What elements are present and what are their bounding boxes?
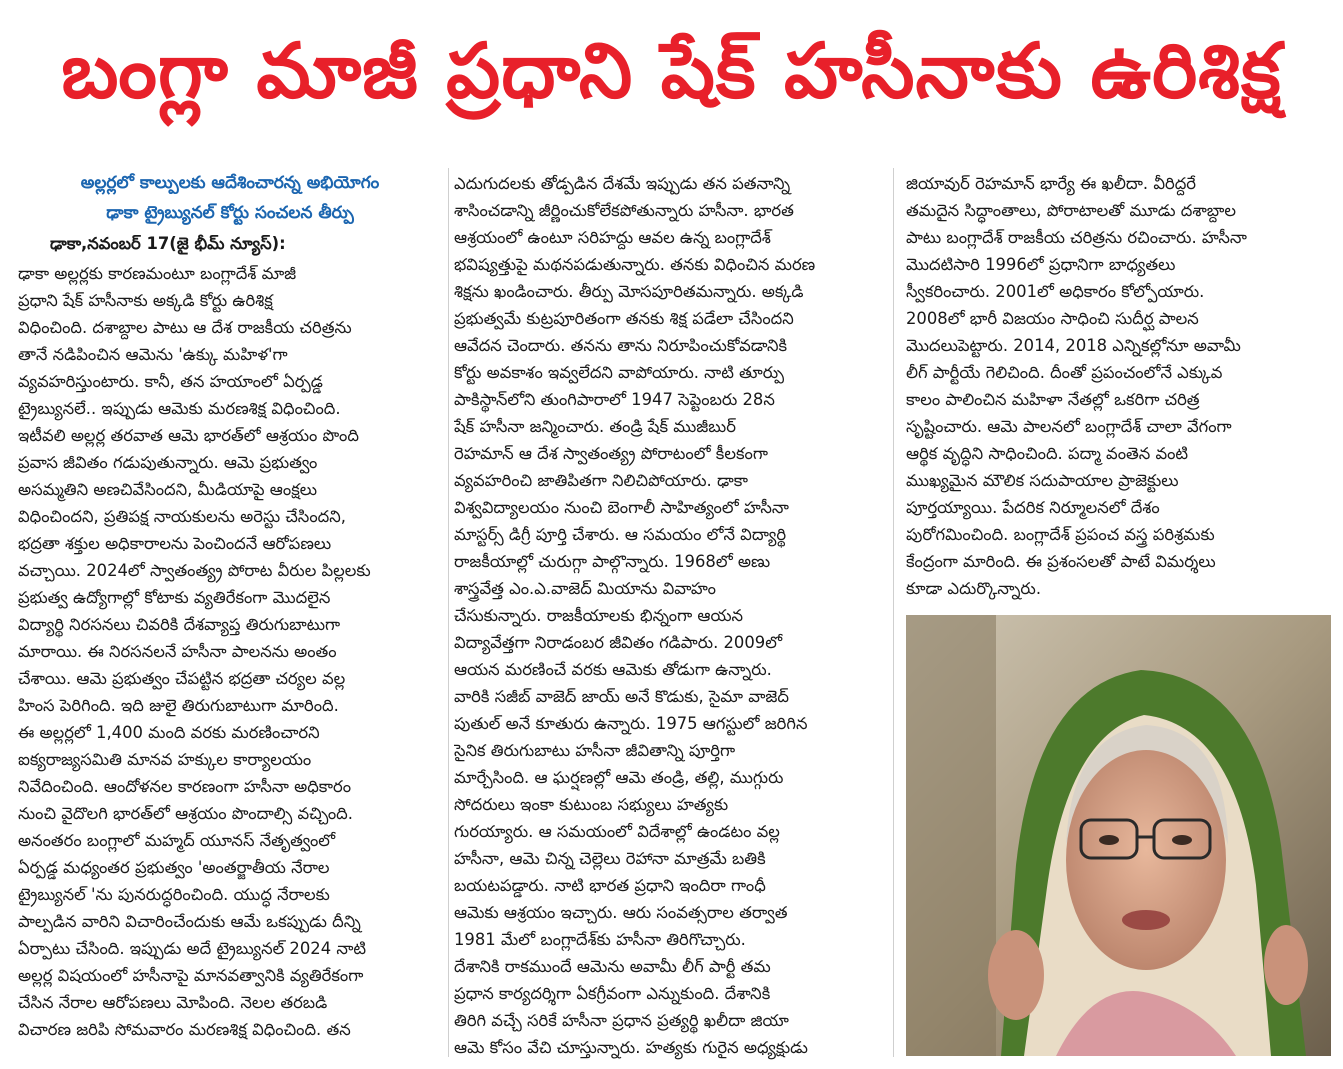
article-text-line: అల్లర్ల విషయంలో హసీనాపై మానవత్వానికి వ్యతిరేకంగా [18,966,364,985]
article-text-line: చేసుకున్నారు. రాజకీయాలకు భిన్నంగా ఆయన [454,606,744,625]
article-text-line: ఆవేదన చెందారు. తనను తాను నిరూపించుకోవడానికి [454,336,788,355]
article-text-line: పురోగమించింది. బంగ్లాదేశ్ ప్రపంచ వస్త్ర పరిశ్రమకు [906,525,1215,544]
article-text-line: వారికి సజీబ్ వాజెద్ జాయ్ అనే కొడుకు, సైమా వాజెద్ [454,687,789,706]
article-text-line: ఎదుగుదలకు తోడ్పడిన దేశమే ఇప్పుడు తన పతనాన్ని [454,174,791,193]
article-text-line: ప్రభుత్వమే కుట్రపూరితంగా తనకు శిక్ష పడేలా చేసిందని [454,309,794,328]
column-divider [448,168,449,1057]
article-text-line: సృష్టించారు. ఆమె పాలనలో బంగ్లాదేశ్ చాలా వేగంగా [906,417,1232,436]
article-text-line: పుతుల్ అనే కూతురు ఉన్నారు. 1975 ఆగస్టులో జరిగిన [454,714,808,733]
article-text-line: అసమ్మతిని అణచివేసిందని, మీడియాపై ఆంక్షలు [18,480,318,499]
article-text-line: ఆర్థిక వృద్ధిని సాధించింది. పద్మా వంతెన వంటి [906,444,1189,463]
subheadline-2: ఢాకా ట్రైబ్యునల్ కోర్టు సంచలన తీర్పు [106,203,354,223]
article-text-line: వ్యవహరిస్తుంటారు. కానీ, తన హయాంలో ఏర్పడ్డ [18,372,323,391]
article-text-line: విధించిందని, ప్రతిపక్ష నాయకులను అరెస్టు చేసిందని, [18,507,346,526]
article-text-line: విశ్వవిద్యాలయం నుంచి బెంగాలీ సాహిత్యంలో హసీనా [454,498,789,517]
article-text-line: దేశానికి రాకముందే ఆమెను అవామీ లీగ్ పార్టీ తమ [454,957,771,976]
article-text-line: బయటపడ్డారు. నాటి భారత ప్రధాని ఇందిరా గాంధీ [454,876,766,895]
article-text-line: స్వీకరించారు. 2001లో అధికారం కోల్పోయారు. [906,282,1205,301]
article-text-line: శిక్షను ఖండించారు. తీర్పు మోసపూరితమన్నారు. అక్కడి [454,282,804,301]
article-body [454,170,884,1061]
article-text-line: వ్యవహరించి జాతిపితగా నిలిచిపోయారు. ఢాకా [454,471,748,490]
article-text-line: మొదటిసారి 1996లో ప్రధానిగా బాధ్యతలు [906,255,1176,274]
article-text-line: ముఖ్యమైన మౌలిక సదుపాయాల ప్రాజెక్టులు [906,471,1179,490]
article-text-line: ఏర్పడ్డ మధ్యంతర ప్రభుత్వం 'అంతర్జాతీయ నేరాల [18,858,330,877]
article-text-line: 1981 మేలో బంగ్లాదేశ్‌కు హసీనా తిరిగొచ్చారు. [454,930,746,949]
article-text-line: కాలం పాలించిన మహిళా నేతల్లో ఒకరిగా చరిత్ర [906,390,1200,409]
article-text-line: ఢాకా అల్లర్లకు కారణమంటూ బంగ్లాదేశ్ మాజీ [18,264,297,283]
article-text-line: అనంతరం బంగ్లాలో మహ్మద్ యూనస్ నేతృత్వంలో [18,831,336,850]
article-text-line: భద్రతా శక్తుల అధికారాలను పెంచిందనే ఆరోపణలు [18,534,332,553]
article-text-line: విచారణ జరిపి సోమవారం మరణశిక్ష విధించింది. తన [18,1020,351,1039]
article-text-line: ఆమె కోసం వేచి చూస్తున్నారు. హత్యకు గురైన అధ్యక్షుడు [454,1038,808,1057]
article-text-line: పాకిస్థాన్‌లోని తుంగిపారాలో 1947 సెప్టెంబరు 28న [454,390,775,409]
article-text-line: చేశాయి. ఆమె ప్రభుత్వం చేపట్టిన భద్రతా చర్యల వల్ల [18,669,346,688]
article-body [18,260,442,1043]
article-text-line: మారాయి. ఈ నిరసనలనే హసీనా పాలనను అంతం [18,642,337,661]
article-text-line: పూర్తయ్యాయి. పేదరిక నిర్మూలనలో దేశం [906,498,1160,517]
article-text-line: 2008లో భారీ విజయం సాధించి సుదీర్ఘ పాలన [906,309,1199,328]
article-text-line: ఆశ్రయంలో ఉంటూ సరిహద్దు ఆవల ఉన్న బంగ్లాదేశ్ [454,228,771,247]
article-text-line: విధించింది. దశాబ్దాల పాటు ఆ దేశ రాజకీయ చరిత్రను [18,318,352,337]
headline: బంగ్లా మాజీ ప్రధాని షేక్ హసీనాకు ఉరిశిక్ష [61,26,1282,115]
article-column-1 [18,168,442,1063]
article-text-line: సైనిక తిరుగుబాటు హసీనా జీవితాన్ని పూర్తిగా [454,741,736,760]
article-column-2 [454,170,884,1063]
article-text-line: సోదరులు ఇంకా కుటుంబ సభ్యులు హత్యకు [454,795,729,814]
article-text-line: ఐక్యరాజ్యసమితి మానవ హక్కుల కార్యాలయం [18,750,312,769]
article-text-line: ఇటీవలి అల్లర్ల తరవాత ఆమె భారత్‌లో ఆశ్రయం పొంది [18,426,359,445]
article-body [906,170,1331,602]
dateline: ఢాకా,నవంబర్ 17(జై భీమ్ న్యూస్): [50,234,286,253]
article-text-line: ఆమెకు ఆశ్రయం ఇచ్చారు. ఆరు సంవత్సరాల తర్వాత [454,903,788,922]
article-text-line: కోర్టు అవకాశం ఇవ్వలేదని వాపోయారు. నాటి తూర్పు [454,363,785,382]
article-text-line: తమదైన సిద్ధాంతాలు, పోరాటాలతో మూడు దశాబ్దాల [906,201,1236,220]
subheadline-1: అల్లర్లలో కాల్పులకు ఆదేశించారన్న అభియోగం [80,173,380,193]
article-text-line: ప్రవాస జీవితం గడుపుతున్నారు. ఆమె ప్రభుత్వం [18,453,318,472]
article-text-line: మార్చేసింది. ఆ ఘర్షణల్లో ఆమె తండ్రి, తల్లి, ముగ్గురు [454,768,784,787]
article-text-line: గురయ్యారు. ఆ సమయంలో విదేశాల్లో ఉండటం వల్ల [454,822,780,841]
portrait-photo [906,615,1331,1056]
article-text-line: జియావుర్ రెహమాన్ భార్యే ఈ ఖలీదా. వీరిద్దరే [906,174,1197,193]
article-text-line: రెహమాన్ ఆ దేశ స్వాతంత్య్ర పోరాటంలో కీలకంగా [454,444,768,463]
article-text-line: కూడా ఎదుర్కొన్నారు. [906,579,1042,598]
article-text-line: రాజకీయాల్లో చురుగ్గా పాల్గొన్నారు. 1968లో అణు [454,552,771,571]
article-text-line: ఏర్పాటు చేసింది. ఇప్పుడు అదే ట్రైబ్యునల్ 2024 నాటి [18,939,367,958]
article-text-line: కేంద్రంగా మారింది. ఈ ప్రశంసలతో పాటే విమర్శలు [906,552,1216,571]
article-text-line: చేసిన నేరాల ఆరోపణలు మోపింది. నెలల తరబడి [18,993,328,1012]
article-text-line: నివేదించింది. ఆందోళనల కారణంగా హసీనా అధికారం [18,777,352,796]
article-text-line: శాసించడాన్ని జీర్ణించుకోలేకపోతున్నారు హసీనా. భారత [454,201,794,220]
article-text-line: విద్యావేత్తగా నిరాడంబర జీవితం గడిపారు. 2009లో [454,633,783,652]
article-text-line: ట్రైబ్యునల్ 'ను పునరుద్ధరించింది. యుద్ధ నేరాలకు [18,885,330,904]
article-text-line: షేక్ హసీనా జన్మించారు. తండ్రి షేక్ ముజీబుర్ [454,417,736,436]
article-text-line: మొదలుపెట్టారు. 2014, 2018 ఎన్నికల్లోనూ అవామీ [906,336,1241,355]
article-text-line: మాస్టర్స్ డిగ్రీ పూర్తి చేశారు. ఆ సమయం లోనే విద్యార్థి [454,525,787,544]
article-text-line: లీగ్ పార్టీయే గెలిచింది. దీంతో ప్రపంచంలోనే ఎక్కువ [906,363,1223,382]
article-text-line: నుంచి వైదొలగి భారత్‌లో ఆశ్రయం పొందాల్సి వచ్చింది. [18,804,353,823]
article-text-line: ప్రభుత్వ ఉద్యోగాల్లో కోటాకు వ్యతిరేకంగా మొదలైన [18,588,331,607]
article-text-line: తానే నడిపించిన ఆమెను 'ఉక్కు మహిళ'గా [18,345,288,364]
article-text-line: తిరిగి వచ్చే సరికే హసీనా ప్రధాన ప్రత్యర్థి ఖలీదా జియా [454,1011,789,1030]
article-text-line: శాస్త్రవేత్త ఎం.ఎ.వాజెద్ మియాను వివాహం [454,579,716,598]
article-text-line: పాల్పడిన వారిని విచారించేందుకు ఆమే ఒకప్పుడు దీన్ని [18,912,361,931]
article-text-line: ట్రైబ్యునలే.. ఇప్పుడు ఆమెకు మరణశిక్ష విధించింది. [18,399,341,418]
article-text-line: ఆయన మరణించే వరకు ఆమెకు తోడుగా ఉన్నారు. [454,660,772,679]
article-text-line: భవిష్యత్తుపై మథనపడుతున్నారు. తనకు విధించిన మరణ [454,255,816,274]
article-text-line: హసీనా, ఆమె చిన్న చెల్లెలు రెహానా మాత్రమే బతికి [454,849,766,868]
article-text-line: విద్యార్థి నిరసనలు చివరికి దేశవ్యాప్త తిరుగుబాటుగా [18,615,341,634]
article-text-line: ఈ అల్లర్లలో 1,400 మంది వరకు మరణించారని [18,723,320,742]
article-text-line: వచ్చాయి. 2024లో స్వాతంత్య్ర పోరాట వీరుల పిల్లలకు [18,561,371,580]
article-text-line: పాటు బంగ్లాదేశ్ రాజకీయ చరిత్రను రచించారు. హసీనా [906,228,1247,247]
column-divider [893,168,894,1057]
article-text-line: ప్రధాన కార్యదర్శిగా ఏకగ్రీవంగా ఎన్నుకుంది. దేశానికి [454,984,771,1003]
article-text-line: హింస పెరిగింది. ఇది జులై తిరుగుబాటుగా మారింది. [18,696,339,715]
article-text-line: ప్రధాని షేక్ హసీనాకు అక్కడి కోర్టు ఉరిశిక్ష [18,291,273,310]
